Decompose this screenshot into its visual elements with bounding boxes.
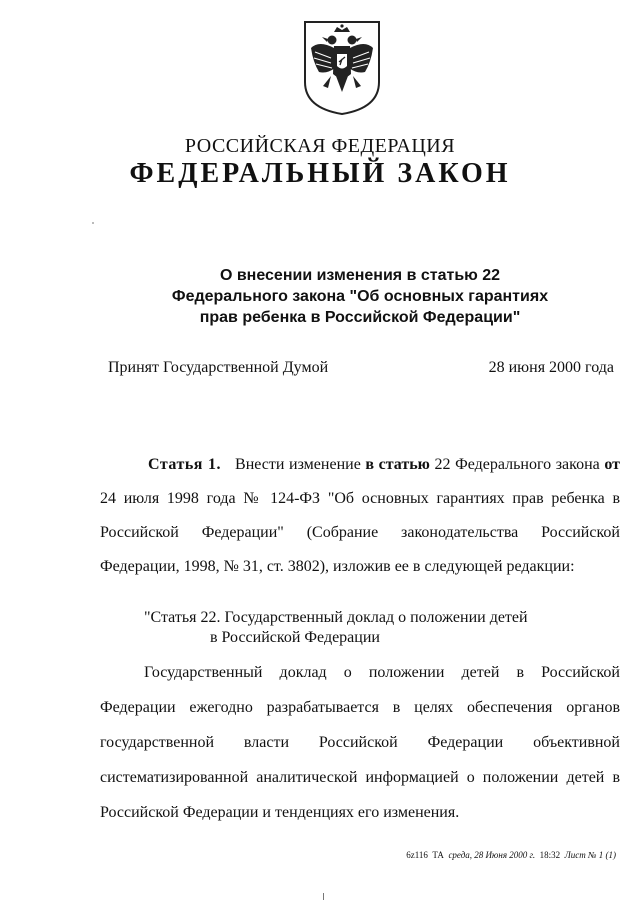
article-22-heading bbox=[144, 608, 528, 648]
article-1-text: Внести изменение bbox=[235, 456, 366, 473]
law-title-line: прав ребенка в Российской Федерации" bbox=[199, 309, 521, 326]
article-1-link: в статью bbox=[365, 456, 430, 473]
law-title-line: О внесении изменения в статью 22 bbox=[219, 267, 501, 284]
footer-sheet: Лист № 1 (1) bbox=[564, 850, 616, 860]
article-1-label: Статья 1. bbox=[148, 456, 222, 473]
adopted-by: Принят Государственной Думой bbox=[108, 359, 329, 376]
scan-speck bbox=[92, 222, 94, 224]
footer-code: 6z116 bbox=[406, 850, 428, 860]
footer-initials: ТА bbox=[432, 850, 444, 860]
article-22-paragraph: Государственный доклад о положении детей в Российской Федерации ежегодно разрабатывается в целях обеспечения органов государственной власти Российской Федерации объективной систематизированной аналитической информацией о положении детей в Российской Федерации и тенденциях его изменения. bbox=[100, 664, 620, 821]
footer-time: 18:32 bbox=[539, 850, 561, 860]
country-name: РОССИЙСКАЯ ФЕДЕРАЦИЯ bbox=[184, 135, 456, 157]
footer-date: среда, 28 Июня 2000 г. bbox=[448, 850, 536, 860]
article-1 bbox=[100, 448, 620, 584]
law-title-line: Федерального закона "Об основных гарантиях bbox=[171, 288, 549, 305]
law-title bbox=[120, 265, 600, 328]
page-footer bbox=[406, 850, 616, 860]
law-type-heading: ФЕДЕРАЛЬНЫЙ ЗАКОН bbox=[129, 158, 511, 189]
article-1-text: 22 Федерального закона bbox=[429, 456, 605, 473]
coat-of-arms-icon bbox=[301, 18, 383, 116]
article-22-heading-line: в Российской Федерации bbox=[210, 629, 380, 646]
article-1-text: от bbox=[604, 456, 620, 473]
article-22-heading-line: "Статья 22. Государственный доклад о положении детей bbox=[144, 609, 528, 626]
adoption-date: 28 июня 2000 года bbox=[488, 359, 614, 376]
article-1-text: 24 июля 1998 года № 124-ФЗ "Об основных гарантиях прав ребенка в Российской Федерации" (Собрание законодательства Российской Федерации, 1998, № 31, ст. 3802), изложив ее в следующей редакции: bbox=[100, 490, 620, 575]
page-bottom-mark bbox=[323, 893, 324, 900]
